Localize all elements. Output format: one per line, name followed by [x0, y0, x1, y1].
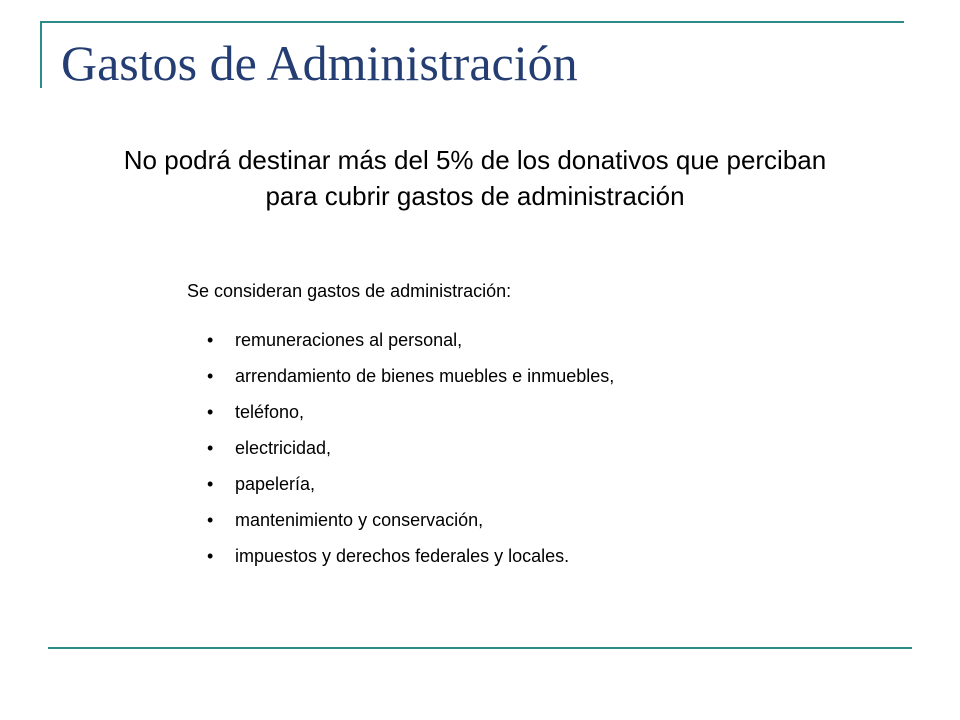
bullet-icon: •: [207, 330, 214, 350]
bullet-icon: •: [207, 474, 214, 494]
list-item-text: mantenimiento y conservación,: [235, 510, 484, 530]
list-item-text: teléfono,: [235, 402, 305, 422]
top-rule: [40, 21, 904, 23]
list-item-text: papelería,: [235, 474, 316, 494]
bottom-rule: [48, 647, 912, 649]
list-intro: Se consideran gastos de administración:: [187, 281, 512, 301]
bullet-icon: •: [207, 402, 214, 422]
list-item-text: remuneraciones al personal,: [235, 330, 463, 350]
list-item-text: arrendamiento de bienes muebles e inmuebles,: [235, 366, 615, 386]
list-item-text: impuestos y derechos federales y locales.: [235, 546, 570, 566]
bullet-icon: •: [207, 510, 214, 530]
bullet-icon: •: [207, 546, 214, 566]
bullet-icon: •: [207, 438, 214, 458]
lead-statement: No podrá destinar más del 5% de los donativos que perciban para cubrir gastos de administración: [123, 145, 827, 211]
slide-title: Gastos de Administración: [61, 35, 578, 91]
left-rule: [40, 21, 42, 88]
bullet-icon: •: [207, 366, 214, 386]
list-item-text: electricidad,: [235, 438, 332, 458]
